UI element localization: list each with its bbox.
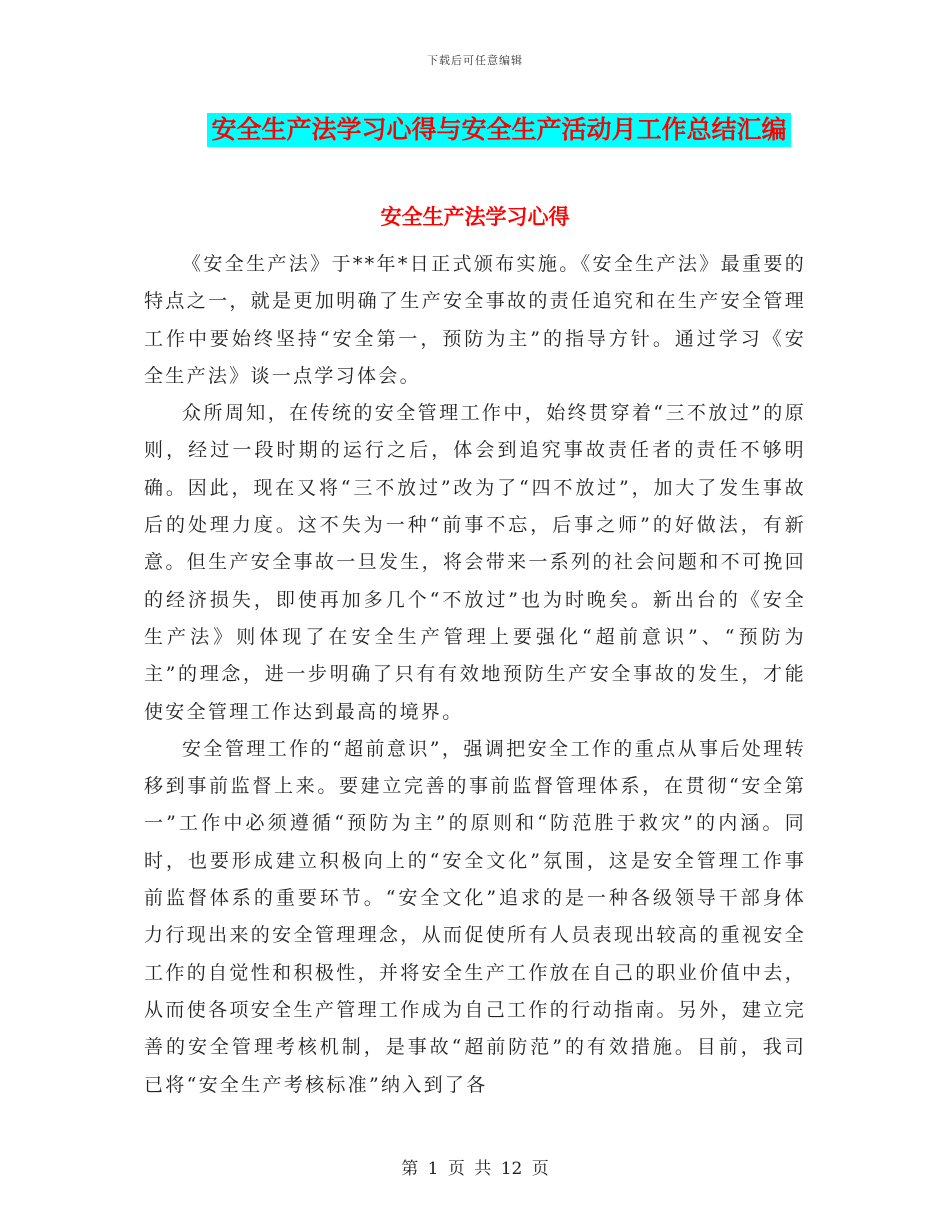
header-note: 下载后可任意编辑 [427,54,523,67]
section-title: 安全生产法学习心得 [380,205,570,229]
body-paragraph: 安全管理工作的“超前意识”，强调把安全工作的重点从事后处理转移到事前监督上来。要建立完善的事前监督管理体系，在贯彻“安全第一”工作中必须遵循“预防为主”的原则和“防范胜于救灾”的内涵。同时，也要形成建立积极向上的“安全文化”氛围，这是安全管理工作事前监督体系的重要环节。“安全文化”追求的是一种各级领导干部身体力行现出来的安全管理理念，从而促使所有人员表现出较高的重视安全工作的自觉性和积极性，并将安全生产工作放在自己的职业价值中去，从而使各项安全生产管理工作成为自己工作的行动指南。另外，建立完善的安全管理考核机制，是事故“超前防范”的有效措施。目前，我司已将“安全生产考核标准”纳入到了各 [144,737,806,1096]
document-body [144,246,806,1104]
main-title-container [0,113,950,147]
body-paragraph: 众所周知，在传统的安全管理工作中，始终贯穿着“三不放过”的原则，经过一段时期的运行之后，体会到追究事故责任者的责任不够明确。因此，现在又将“三不放过”改为了“四不放过”，加大了发生事故后的处理力度。这不失为一种“前事不忘，后事之师”的好做法，有新意。但生产安全事故一旦发生，将会带来一系列的社会问题和不可挽回的经济损失，即使再加多几个“不放过”也为时晚矣。新出台的《安全生产法》则体现了在安全生产管理上要强化“超前意识”、“预防为主”的理念，进一步明确了只有有效地预防生产安全事故的发生，才能使安全管理工作达到最高的境界。 [144,402,806,723]
body-paragraph: 《安全生产法》于**年*日正式颁布实施。《安全生产法》最重要的特点之一，就是更加明确了生产安全事故的责任追究和在生产安全管理工作中要始终坚持“安全第一，预防为主”的指导方针。通过学习《安全生产法》谈一点学习体会。 [144,253,806,387]
page-footer: 第 1 页 共 12 页 [401,1159,549,1179]
document-title: 安全生产法学习心得与安全生产活动月工作总结汇编 [207,113,790,147]
